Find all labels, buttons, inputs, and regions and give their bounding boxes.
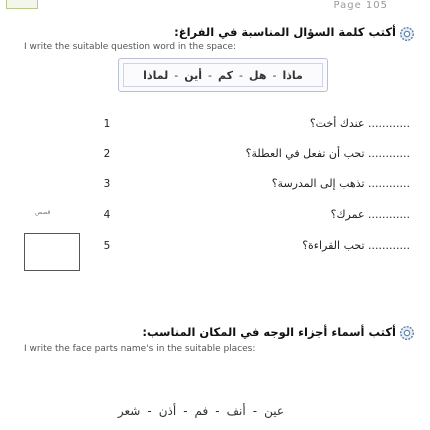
- question-number: 3: [103, 178, 111, 190]
- word-bank-list: [123, 63, 323, 87]
- word-bank-item: كم: [218, 68, 234, 82]
- answer-box[interactable]: [24, 233, 80, 271]
- question-text: ............ عندك أخت؟: [309, 117, 410, 130]
- page-header: [0, 0, 430, 12]
- face-part-word: فم: [194, 404, 209, 418]
- word-bank-item: هل: [249, 68, 267, 82]
- word-bank-separator: -: [272, 68, 277, 82]
- word-bank-item: أين: [184, 68, 203, 82]
- face-part-separator: -: [252, 404, 258, 418]
- tiny-note: قصص: [35, 209, 51, 216]
- section1-title: أكتب كلمة السؤال المناسبة في الفراغ:: [174, 25, 396, 39]
- gear-icon: [398, 25, 416, 43]
- face-part-word: شعر: [117, 404, 141, 418]
- face-part-separator: -: [147, 404, 152, 418]
- word-bank-item: ماذا: [282, 68, 303, 82]
- face-part-word: عين: [264, 404, 284, 418]
- question-row: [100, 112, 410, 130]
- question-number: 5: [103, 240, 111, 252]
- question-number: 2: [103, 148, 111, 160]
- face-part-word: أنف: [226, 404, 246, 418]
- word-bank-separator: -: [239, 68, 244, 82]
- question-text: ............ تحب القراءة؟: [302, 239, 410, 252]
- question-row: [100, 172, 410, 190]
- section1-subtitle: I write the suitable question word in the space:: [24, 42, 237, 52]
- question-text: ............ تذهب إلى المدرسة؟: [271, 177, 410, 190]
- section2-title: أكتب أسماء أجزاء الوجه في المكان المناسب:: [142, 325, 396, 339]
- word-bank: [118, 58, 328, 92]
- page-number: Page 105: [333, 0, 388, 11]
- question-row: [100, 142, 410, 160]
- corner-decoration: [6, 0, 38, 9]
- gear-icon: [398, 324, 416, 342]
- question-number: 1: [103, 118, 111, 130]
- face-part-separator: -: [183, 404, 188, 418]
- section2-subtitle: I write the face parts name's in the suitable places:: [24, 344, 256, 354]
- face-part-word: أذن: [158, 404, 177, 418]
- word-bank-separator: -: [174, 68, 179, 82]
- face-part-separator: -: [215, 404, 220, 418]
- question-row: [100, 203, 410, 221]
- question-number: 4: [103, 209, 111, 221]
- question-row: [100, 234, 410, 252]
- question-text: ............ عمرك؟: [330, 208, 410, 221]
- word-bank-item: لماذا: [143, 68, 169, 82]
- word-bank-separator: -: [208, 68, 213, 82]
- question-text: ............ تحب أن تفعل في العطلة؟: [245, 147, 410, 160]
- face-parts-list: [24, 404, 284, 418]
